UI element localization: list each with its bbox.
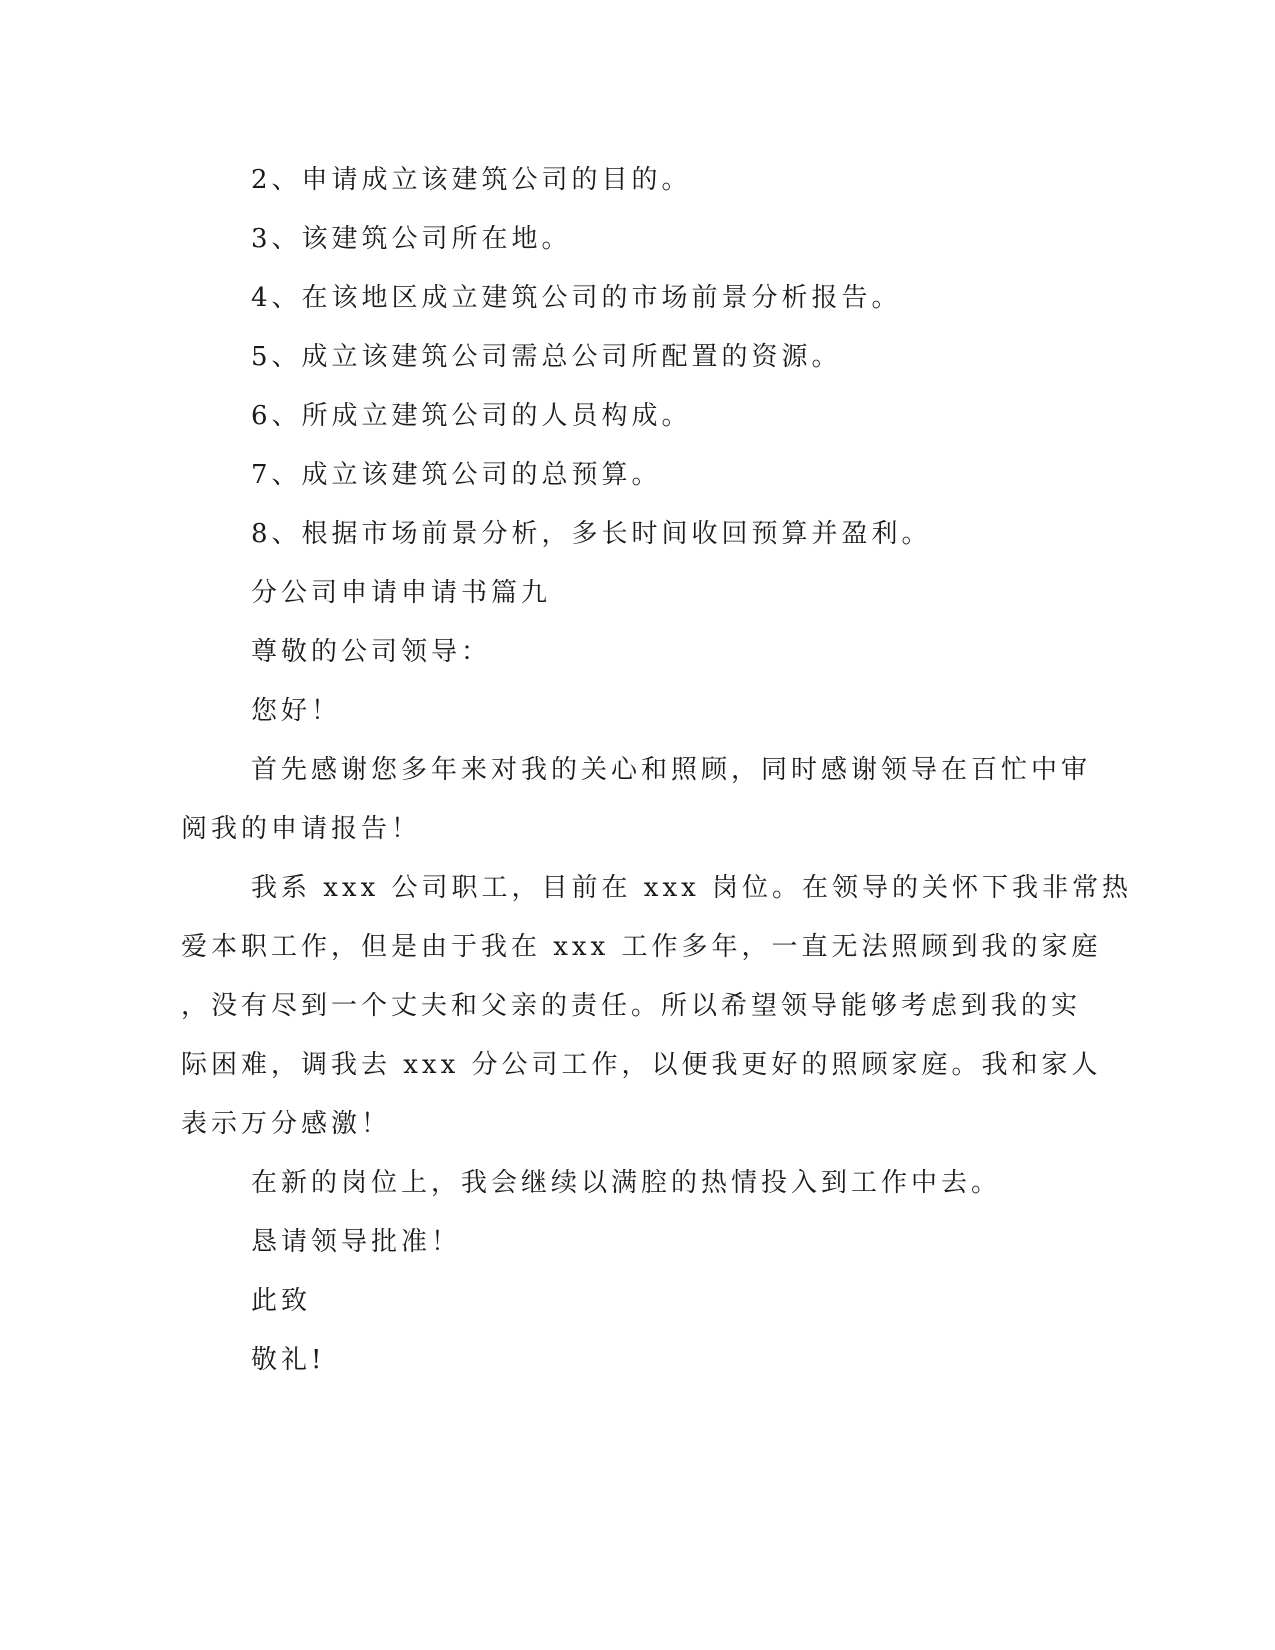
paragraph-line: 首先感谢您多年来对我的关心和照顾，同时感谢领导在百忙中审 <box>251 755 1092 785</box>
paragraph-line: 际困难，调我去 xxx 分公司工作，以便我更好的照顾家庭。我和家人 <box>181 1050 1102 1080</box>
closing-line: 此致 <box>251 1286 312 1316</box>
salutation: 尊敬的公司领导： <box>251 637 492 667</box>
request-line: 恳请领导批准！ <box>251 1227 462 1257</box>
list-item: 7、成立该建筑公司的总预算。 <box>251 460 662 490</box>
section-title: 分公司申请申请书篇九 <box>251 578 552 608</box>
closing-line: 敬礼! <box>251 1345 326 1375</box>
greeting: 您好！ <box>251 696 342 726</box>
list-item: 5、成立该建筑公司需总公司所配置的资源。 <box>251 342 842 372</box>
paragraph-line: 表示万分感激！ <box>181 1109 392 1139</box>
list-item: 8、根据市场前景分析，多长时间收回预算并盈利。 <box>251 519 932 549</box>
list-item: 4、在该地区成立建筑公司的市场前景分析报告。 <box>251 283 902 313</box>
list-item: 6、所成立建筑公司的人员构成。 <box>251 401 692 431</box>
paragraph-line: ，没有尽到一个丈夫和父亲的责任。所以希望领导能够考虑到我的实 <box>181 991 1082 1021</box>
list-item: 2、申请成立该建筑公司的目的。 <box>251 165 692 195</box>
paragraph-line: 阅我的申请报告！ <box>181 814 422 844</box>
list-item: 3、该建筑公司所在地。 <box>251 224 572 254</box>
paragraph-line: 我系 xxx 公司职工，目前在 xxx 岗位。在领导的关怀下我非常热 <box>251 873 1133 903</box>
paragraph-line: 爱本职工作，但是由于我在 xxx 工作多年，一直无法照顾到我的家庭 <box>181 932 1102 962</box>
paragraph-line: 在新的岗位上，我会继续以满腔的热情投入到工作中去。 <box>251 1168 1002 1198</box>
